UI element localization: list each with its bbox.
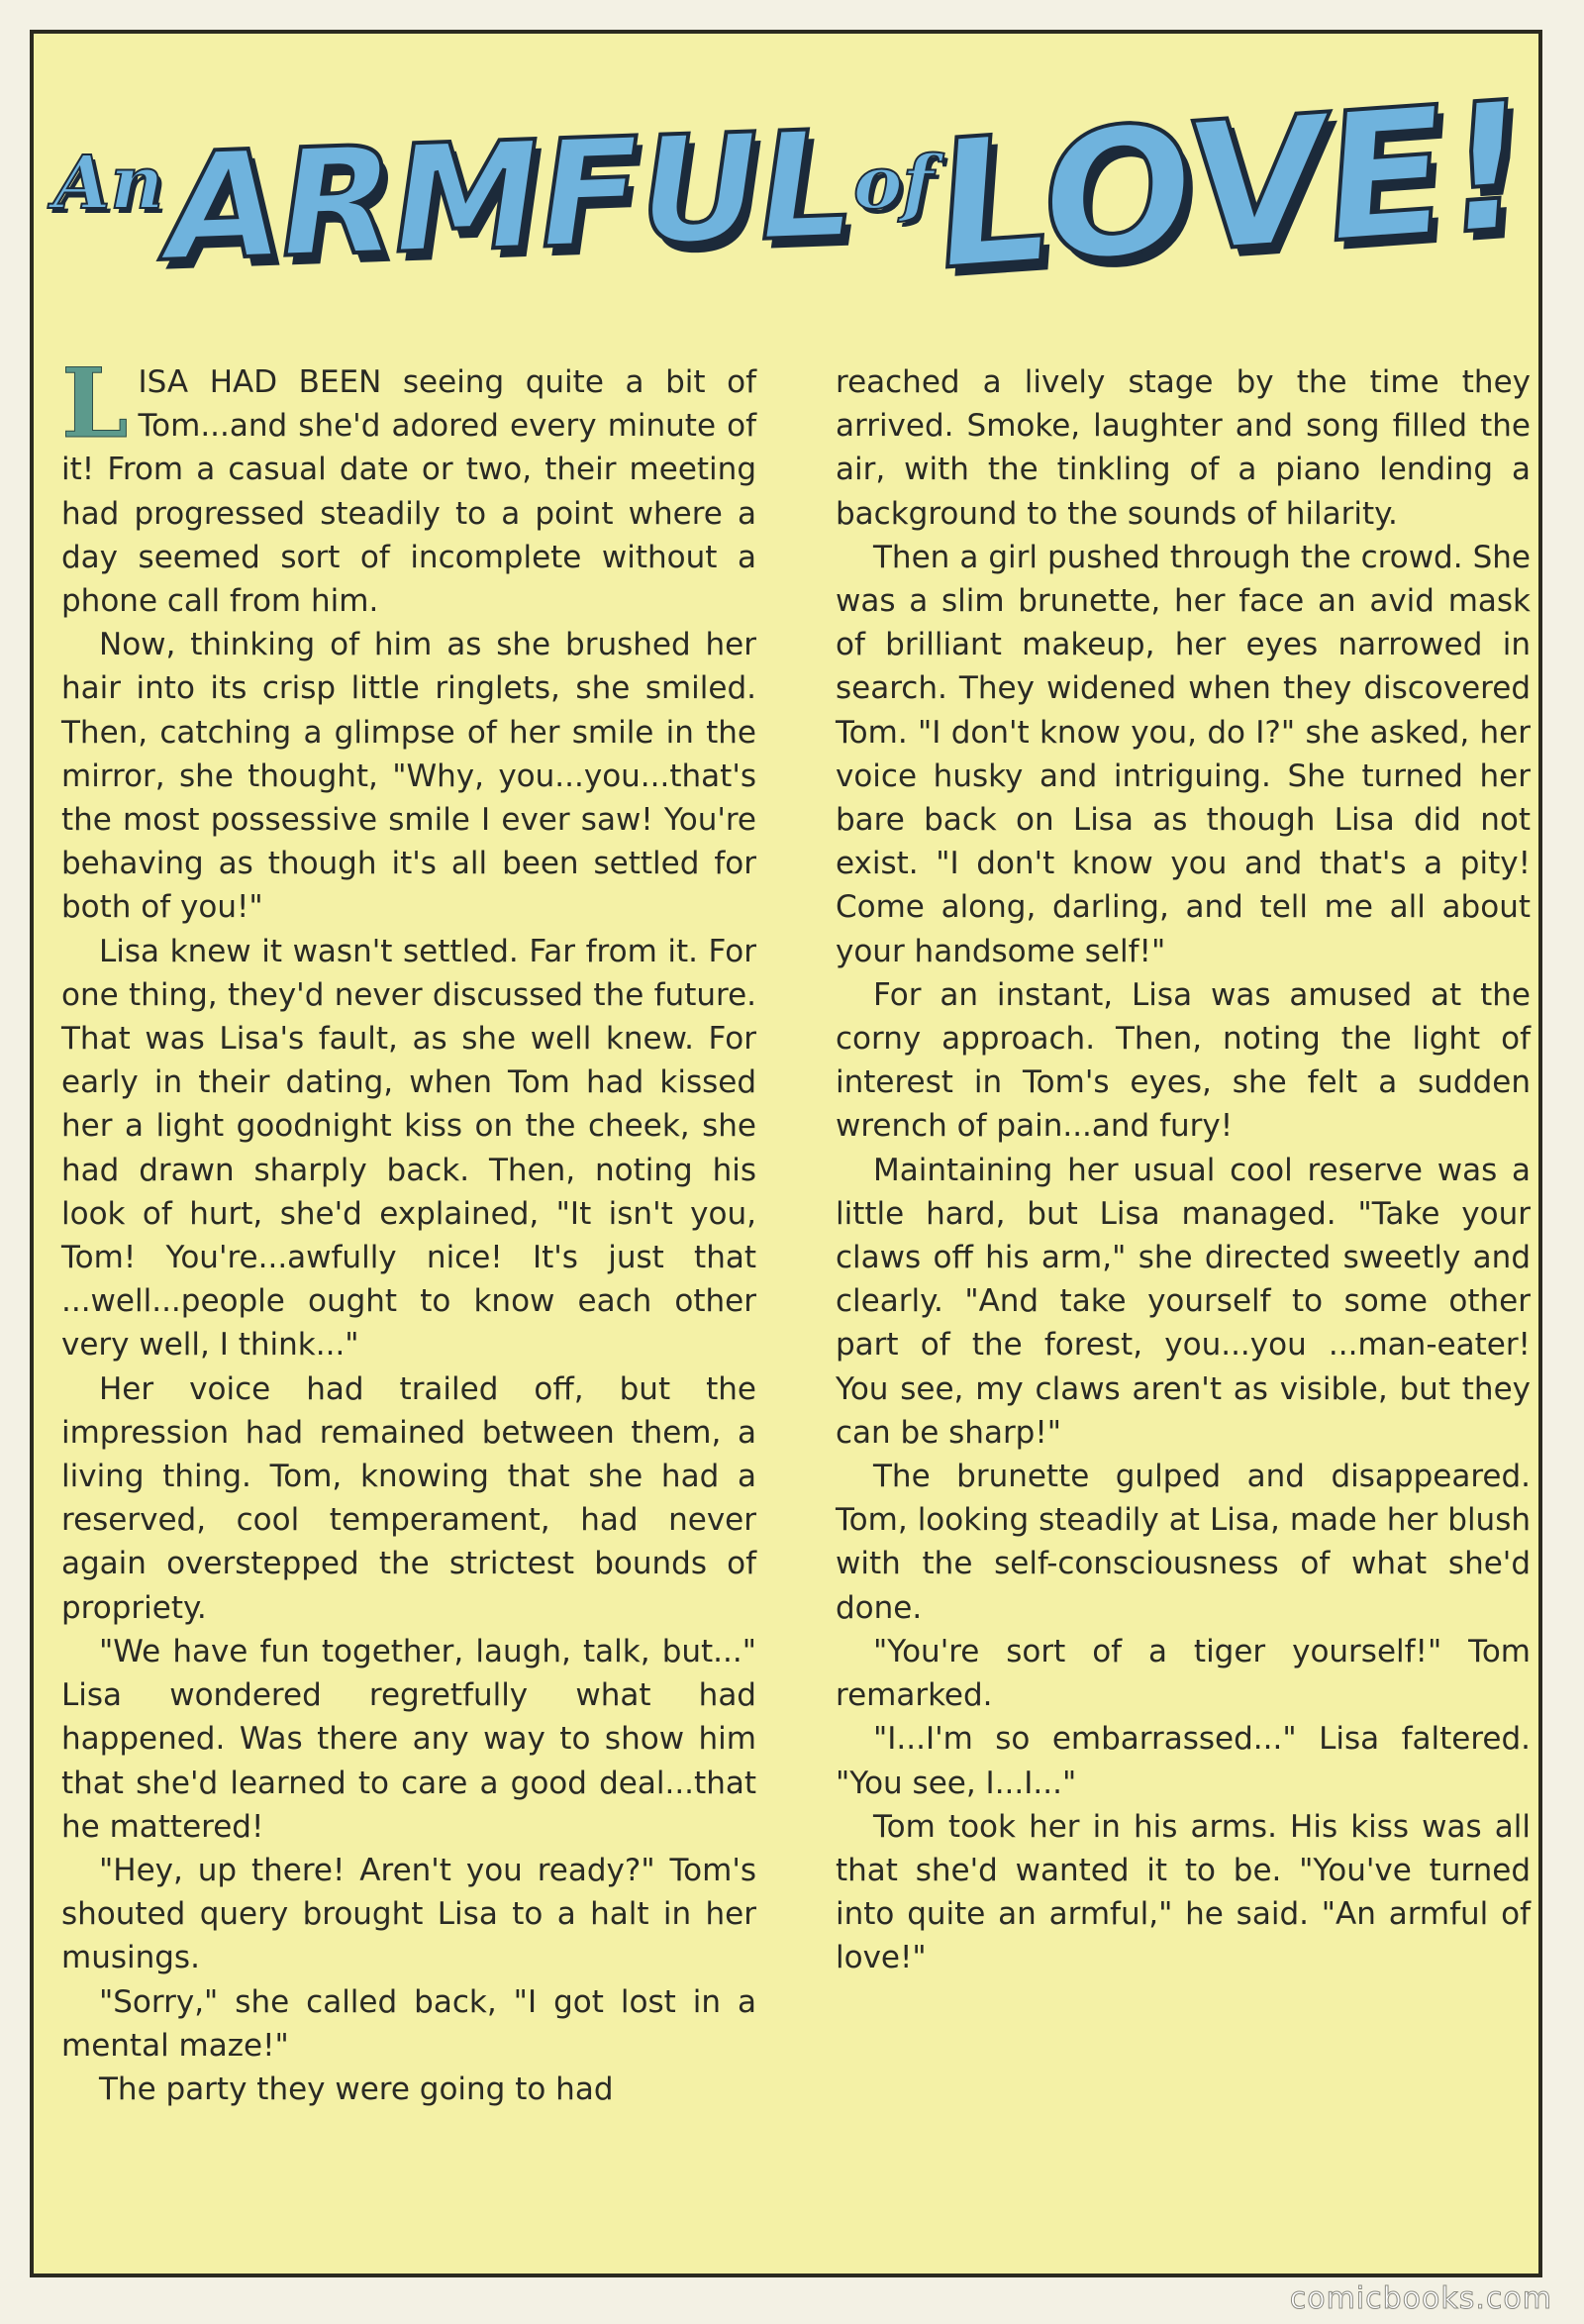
story-column-left — [61, 348, 756, 2111]
paragraph: The brunette gulped and disappeared. Tom, looking steadily at Lisa, made her blush with the self-consciousness of what she'd done. — [836, 1459, 1531, 1626]
title-word-an: An — [53, 141, 164, 226]
paragraph: "Sorry," she called back, "I got lost in a mental maze!" — [61, 1983, 756, 2064]
paragraph: "We have fun together, laugh, talk, but..." Lisa wondered regretfully what had happened. Was there any way to show him that she'd learned to care a good deal...that he mattered! — [61, 1633, 756, 1845]
paragraph: Now, thinking of him as she brushed her hair into its crisp little ringlets, she smiled. Then, catching a glimpse of her smile in the mirror, she thought, "Why, you...you...that's the most possessive smile I ever saw! You're behaving as though it's all been settled for both of you!" — [61, 627, 756, 926]
paragraph: Lisa knew it wasn't settled. Far from it. For one thing, they'd never discussed the future. That was Lisa's fault, as she well knew. For early in their dating, when Tom had kissed her a light goodnight kiss on the cheek, she had drawn sharply back. Then, noting his look of hurt, she'd explained, "It isn't you, Tom! You're...awfully nice! It's just that ...well...people ought to know each other very well, I think..." — [61, 933, 756, 1364]
drop-cap: L — [61, 348, 129, 459]
paragraph: Then a girl pushed through the crowd. She was a slim brunette, her face an avid mask of brilliant makeup, her eyes narrowed in search. They widened when they discovered Tom. "I don't know you, do I?" she asked, her voice husky and intriguing. She turned her bare back on Lisa as though Lisa did not exist. "I don't know you and that's a pity! Come along, darling, and tell me all about your handsome self!" — [836, 539, 1531, 969]
story-title — [34, 62, 1538, 351]
paragraph: Maintaining her usual cool reserve was a little hard, but Lisa managed. "Take your claws off his arm," she directed sweetly and clearly. "And take yourself to some other part of the forest, you...you ...man-eater! You see, my claws aren't as visible, but they can be sharp!" — [836, 1152, 1531, 1451]
paragraph-text: ISA HAD BEEN seeing quite a bit of Tom...and she'd adored every minute of it! From a casual date or two, their meeting had progressed steadily to a point where a day seemed sort of incomplete without a phone call from him. — [61, 364, 756, 620]
paragraph: reached a lively stage by the time they arrived. Smoke, laughter and song filled the air, with the tinkling of a piano lending a background to the sounds of hilarity. — [836, 364, 1531, 532]
title-word-of: of — [852, 141, 935, 226]
title-word-love: LOVE! — [928, 62, 1533, 311]
watermark-text: comicbooks.com — [1289, 2281, 1552, 2316]
story-panel — [30, 30, 1542, 2277]
paragraph: For an instant, Lisa was amused at the corny approach. Then, noting the light of interest in Tom's eyes, she felt a sudden wrench of pain...and fury! — [836, 976, 1531, 1145]
paragraph: Her voice had trailed off, but the impression had remained between them, a living thing. Tom, knowing that she had a reserved, cool temperament, had never again overstepped the strictest bounds of propriety. — [61, 1370, 756, 1626]
paragraph: "Hey, up there! Aren't you ready?" Tom's shouted query brought Lisa to a halt in her musings. — [61, 1852, 756, 1976]
paragraph: Tom took her in his arms. His kiss was all that she'd wanted it to be. "You've turned into quite an armful," he said. "An armful of love!" — [836, 1808, 1531, 1976]
title-word-armful: ARMFUL — [153, 99, 864, 295]
story-column-right — [836, 360, 1531, 1980]
paragraph: "You're sort of a tiger yourself!" Tom remarked. — [836, 1633, 1531, 1714]
paragraph: "I...I'm so embarrassed..." Lisa faltered. "You see, I...I..." — [836, 1721, 1531, 1801]
paragraph: The party they were going to had — [99, 2071, 614, 2107]
paragraph — [61, 348, 756, 623]
